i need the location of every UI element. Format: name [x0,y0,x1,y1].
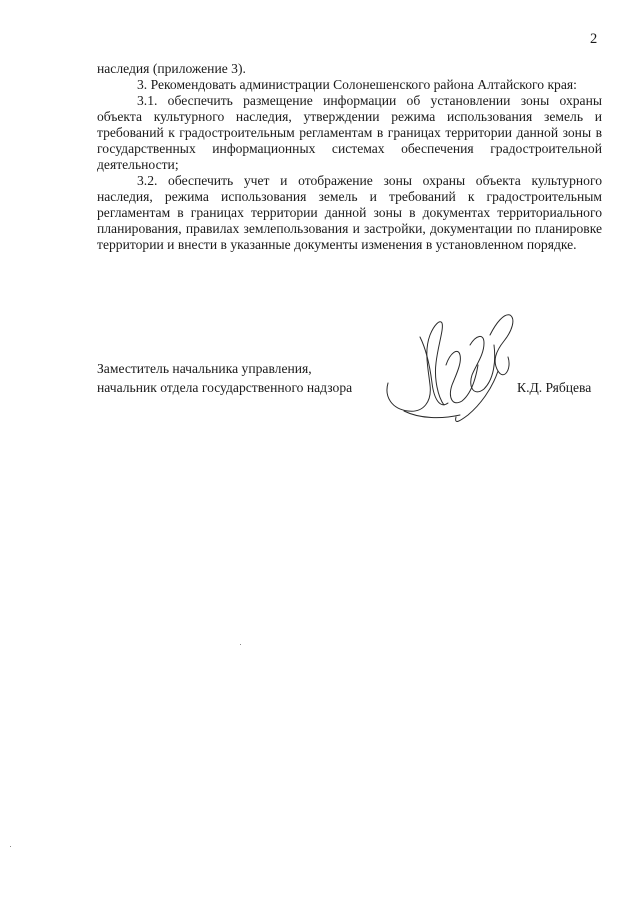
scan-speck [240,644,241,645]
handwritten-signature [380,305,530,435]
scan-speck [10,846,11,847]
signatory-position-line-2: начальник отдела государственного надзора [97,380,353,395]
signatory-name: К.Д. Рябцева [517,380,592,395]
paragraph-item-3-1: 3.1. обеспечить размещение информации об установлении зоны охраны объекта культурного наследия, утверждении режима использования земель и требований к градостроительным регламентам в границах территории данной зоны в государственных информационных системах обеспечения градостроительной деятельности; [97,93,602,172]
paragraph-annex-reference: наследия (приложение 3). [97,61,246,76]
paragraph-item-3-2: 3.2. обеспечить учет и отображение зоны охраны объекта культурного наследия, режима использования земель и требований к градостроительным регламентам в границах территории данной зоны в документах территориального планирования, правилах землепользования и застройки, документации по планировке территории и внести в указанные документы изменения в установленном порядке. [97,173,602,252]
paragraph-item-3: 3. Рекомендовать администрации Солонешенского района Алтайского края: [137,77,577,92]
page-number: 2 [590,31,598,47]
signatory-position [97,359,352,397]
document-body [97,61,602,253]
signatory-position-line-1: Заместитель начальника управления, [97,361,312,376]
